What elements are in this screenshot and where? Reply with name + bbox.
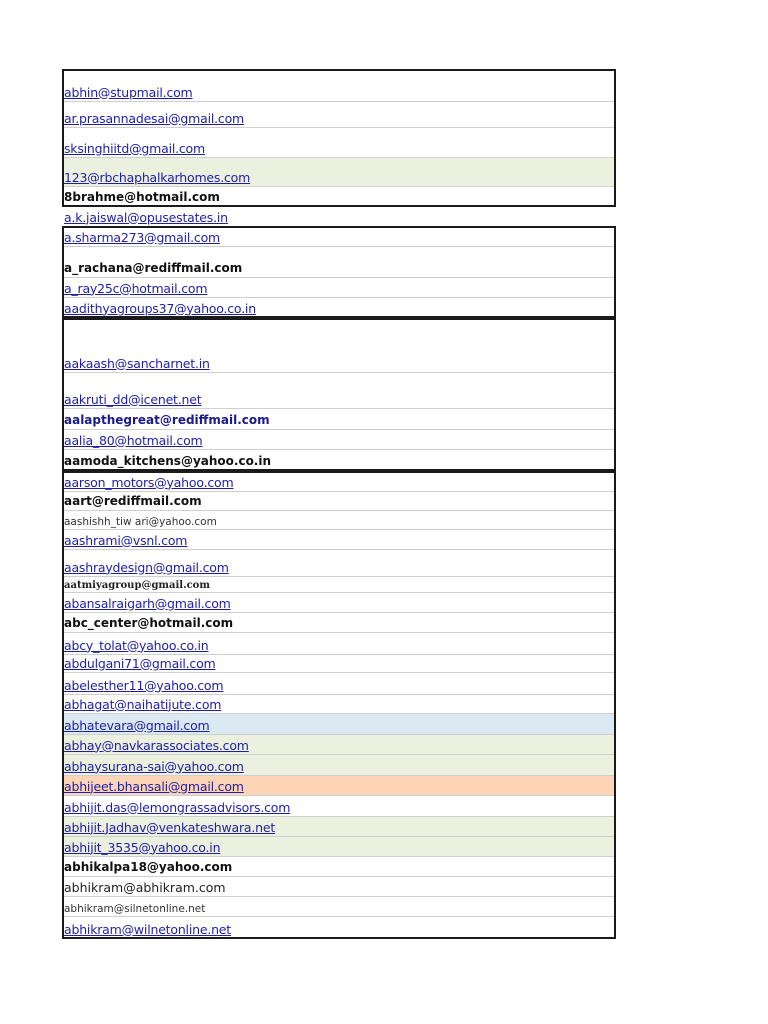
- email-link[interactable]: abhikram@wilnetonline.net: [64, 921, 232, 937]
- email-link[interactable]: abansalraigarh@gmail.com: [64, 595, 231, 611]
- email-row: [62, 207, 616, 226]
- email-text: a_rachana@rediffmail.com: [64, 261, 243, 276]
- email-row: [62, 714, 616, 735]
- email-row: [62, 817, 616, 837]
- email-link[interactable]: a.sharma273@gmail.com: [64, 229, 221, 245]
- email-row: [62, 430, 616, 450]
- email-row: [62, 550, 616, 577]
- email-text: abhikram@silnetonline.net: [64, 902, 206, 915]
- email-list-sheet: [62, 69, 616, 939]
- email-link[interactable]: abdulgani71@gmail.com: [64, 655, 216, 671]
- email-row: [62, 593, 616, 613]
- email-row: [62, 613, 616, 633]
- email-row: [62, 298, 616, 318]
- email-row: [62, 450, 616, 471]
- email-row: [62, 226, 616, 247]
- email-row: [62, 877, 616, 897]
- email-link[interactable]: aakaash@sancharnet.in: [64, 355, 210, 371]
- email-link[interactable]: aadithyagroups37@yahoo.co.in: [64, 300, 256, 316]
- email-link[interactable]: abelesther11@yahoo.com: [64, 677, 224, 693]
- email-link[interactable]: aashraydesign@gmail.com: [64, 559, 229, 575]
- email-link[interactable]: abhin@stupmail.com: [64, 84, 193, 100]
- email-link[interactable]: a_ray25c@hotmail.com: [64, 280, 208, 296]
- email-row: [62, 471, 616, 492]
- email-row: [62, 897, 616, 917]
- email-link[interactable]: abhijit.das@lemongrassadvisors.com: [64, 799, 291, 815]
- email-row: [62, 373, 616, 409]
- email-text: aatmiyagroup@gmail.com: [64, 579, 210, 591]
- email-row: [62, 776, 616, 796]
- email-row: [62, 247, 616, 278]
- email-row: [62, 755, 616, 776]
- email-link[interactable]: abcy_tolat@yahoo.co.in: [64, 637, 209, 653]
- email-link[interactable]: abhijeet.bhansali@gmail.com: [64, 778, 244, 794]
- email-row: [62, 735, 616, 755]
- email-row: [62, 158, 616, 187]
- email-text: aart@rediffmail.com: [64, 494, 202, 509]
- email-row: [62, 633, 616, 655]
- email-link[interactable]: aalia_80@hotmail.com: [64, 432, 203, 448]
- email-row: [62, 128, 616, 158]
- email-link[interactable]: abhaysurana-sai@yahoo.com: [64, 758, 244, 774]
- email-link[interactable]: aashrami@vsnl.com: [64, 532, 188, 548]
- email-link[interactable]: ar.prasannadesai@gmail.com: [64, 110, 244, 126]
- email-link[interactable]: abhijit_3535@yahoo.co.in: [64, 839, 221, 855]
- email-link[interactable]: sksinghiitd@gmail.com: [64, 140, 205, 156]
- email-text: aalapthegreat@rediffmail.com: [64, 413, 270, 428]
- email-row: [62, 530, 616, 550]
- email-text: aashishh_tiw ari@yahoo.com: [64, 515, 217, 528]
- email-link[interactable]: abhatevara@gmail.com: [64, 717, 210, 733]
- email-text: abhikalpa18@yahoo.com: [64, 860, 233, 875]
- email-link[interactable]: aakruti_dd@icenet.net: [64, 391, 202, 407]
- email-row: [62, 695, 616, 714]
- email-link[interactable]: aarson_motors@yahoo.com: [64, 474, 234, 490]
- email-text: abc_center@hotmail.com: [64, 616, 234, 631]
- email-link[interactable]: abhijit.Jadhav@venkateshwara.net: [64, 819, 276, 835]
- email-row: [62, 187, 616, 207]
- email-row: [62, 318, 616, 373]
- email-row: [62, 917, 616, 939]
- email-link[interactable]: a.k.jaiswal@opusestates.in: [64, 209, 228, 225]
- email-row: [62, 837, 616, 857]
- email-row: [62, 511, 616, 530]
- email-row: [62, 409, 616, 430]
- email-text: 8brahme@hotmail.com: [64, 190, 220, 205]
- email-text: aamoda_kitchens@yahoo.co.in: [64, 454, 272, 469]
- email-link[interactable]: abhay@navkarassociates.com: [64, 737, 249, 753]
- email-link[interactable]: abhagat@naihatijute.com: [64, 696, 222, 712]
- email-row: [62, 69, 616, 102]
- email-link[interactable]: 123@rbchaphalkarhomes.com: [64, 169, 251, 185]
- email-row: [62, 673, 616, 695]
- email-text: abhikram@abhikram.com: [64, 879, 226, 895]
- email-row: [62, 278, 616, 298]
- email-row: [62, 102, 616, 128]
- email-row: [62, 577, 616, 593]
- email-row: [62, 492, 616, 511]
- email-row: [62, 655, 616, 673]
- email-row: [62, 857, 616, 877]
- email-row: [62, 796, 616, 817]
